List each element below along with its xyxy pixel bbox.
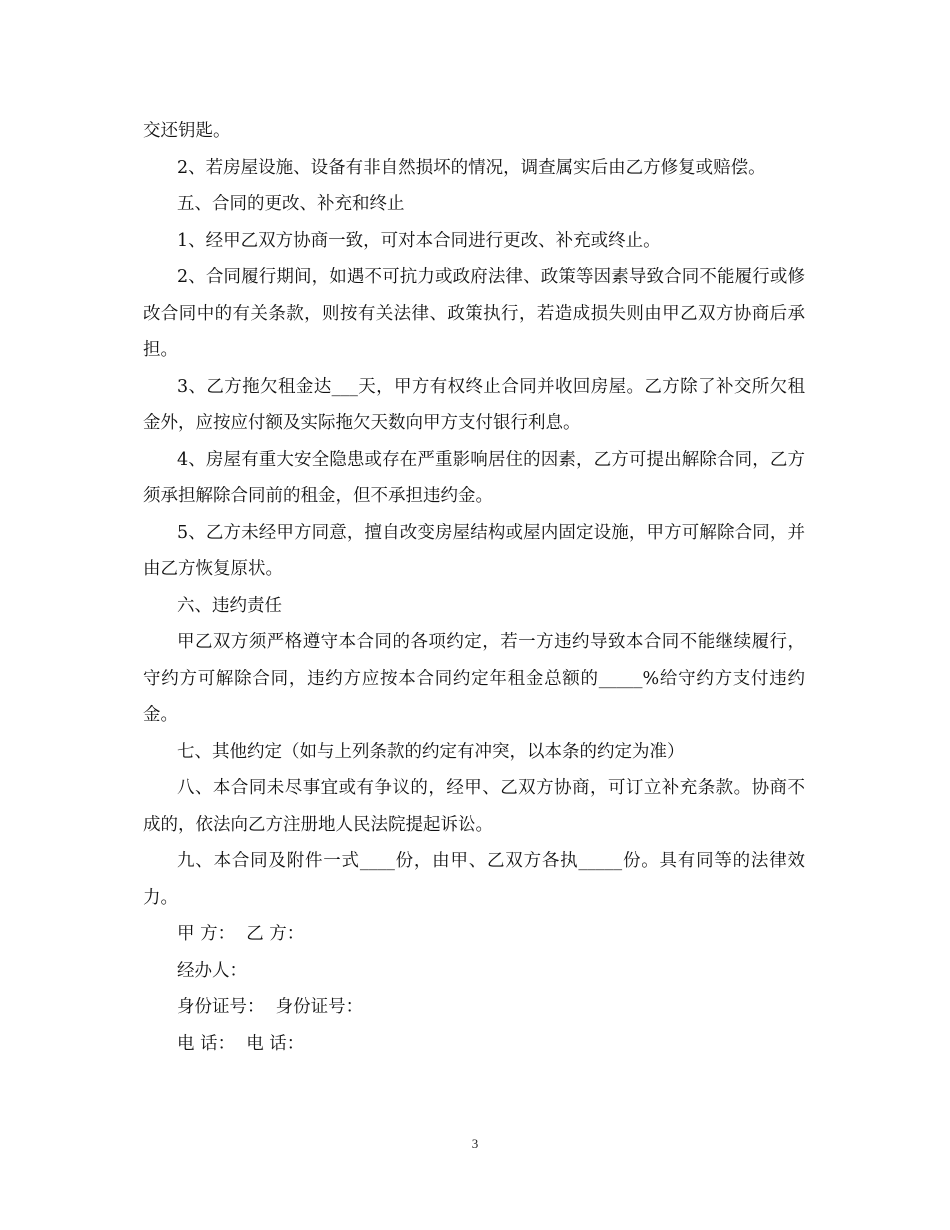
document-body — [143, 113, 805, 1062]
section-heading-9: 九、本合同及附件一式____份，由甲、乙双方各执_____份。具有同等的法律效力。 — [143, 851, 805, 908]
paragraph-clause-4-2: 2、若房屋设施、设备有非自然损坏的情况，调查属实后由乙方修复或赔偿。 — [177, 157, 766, 178]
section-heading-6: 六、违约责任 — [177, 595, 282, 616]
paragraph-breach-liability: 甲乙双方须严格遵守本合同的各项约定，若一方违约导致本合同不能继续履行，守约方可解除合同，违约方应按本合同约定年租金总额的_____%给守约方支付违约金。 — [143, 632, 805, 725]
section-heading-8: 八、本合同未尽事宜或有争议的，经甲、乙双方协商，可订立补充条款。协商不成的，依法向乙方注册地人民法院提起诉讼。 — [143, 778, 805, 835]
section-heading-7: 七、其他约定（如与上列条款的约定有冲突，以本条的约定为准） — [177, 741, 685, 762]
paragraph-clause-5-5: 5、乙方未经甲方同意，擅自改变房屋结构或屋内固定设施，甲方可解除合同，并由乙方恢复原状。 — [143, 522, 805, 579]
signature-parties-line: 甲 方： 乙 方： — [177, 924, 305, 944]
paragraph-continuation: 交还钥匙。 — [143, 121, 231, 141]
page-number: 3 — [471, 1136, 479, 1151]
paragraph-clause-5-1: 1、经甲乙双方协商一致，可对本合同进行更改、补充或终止。 — [177, 230, 661, 251]
paragraph-clause-5-2: 2、合同履行期间，如遇不可抗力或政府法律、政策等因素导致合同不能履行或修改合同中的有关条款，则按有关法律、政策执行，若造成损失则由甲乙双方协商后承担。 — [143, 267, 805, 360]
signature-id-line: 身份证号： 身份证号： — [177, 997, 364, 1017]
paragraph-clause-5-3: 3、乙方拖欠租金达___天，甲方有权终止合同并收回房屋。乙方除了补交所欠租金外，应按应付额及实际拖欠天数向甲方支付银行利息。 — [143, 376, 805, 433]
paragraph-clause-5-4: 4、房屋有重大安全隐患或存在严重影响居住的因素，乙方可提出解除合同，乙方须承担解除合同前的租金，但不承担违约金。 — [143, 449, 805, 506]
section-heading-5: 五、合同的更改、补充和终止 — [177, 194, 405, 214]
signature-phone-line: 电 话： 电 话： — [177, 1033, 305, 1054]
signature-agent-line: 经办人： — [177, 960, 247, 981]
